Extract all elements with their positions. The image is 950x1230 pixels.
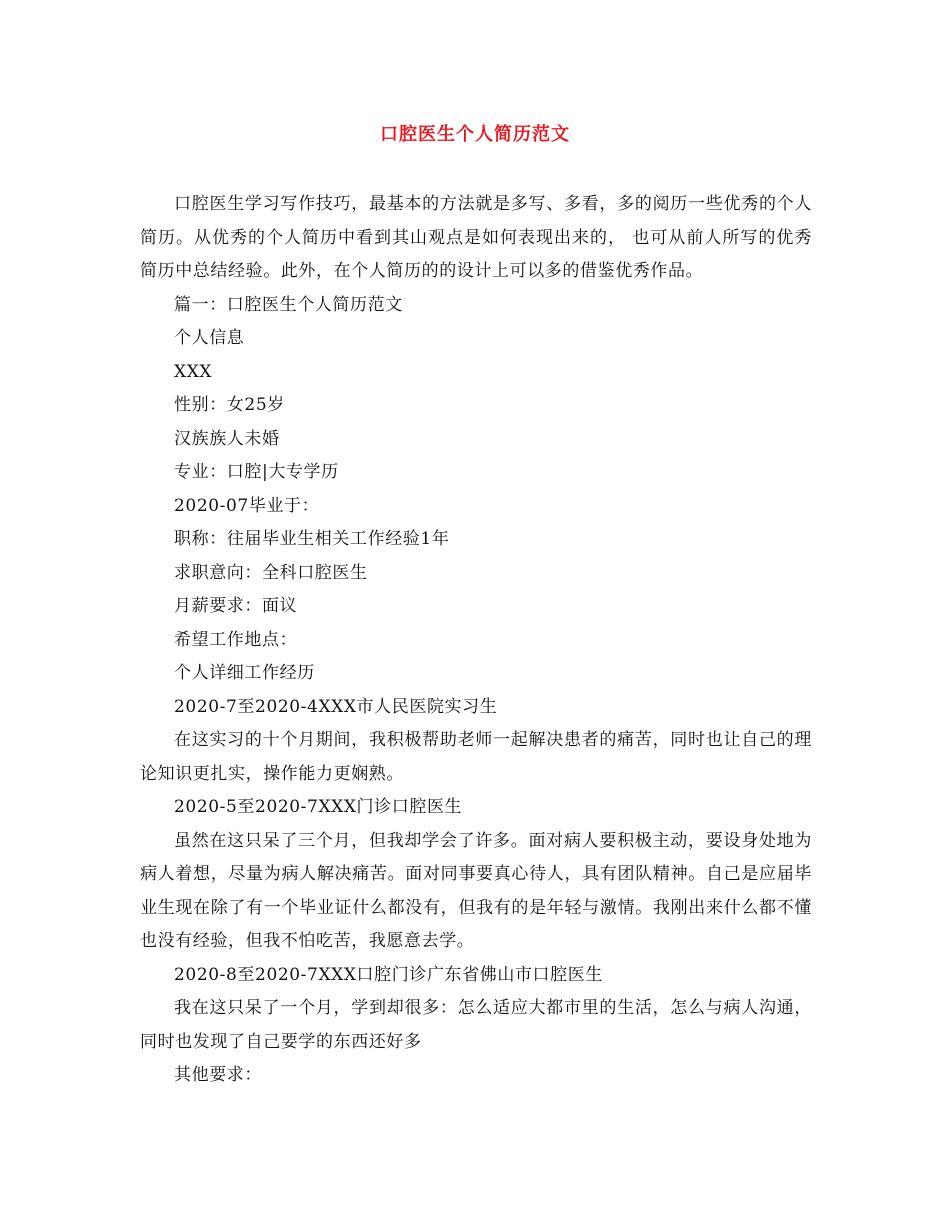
job-entry-2-header: 2020-5至2020-7XXX门诊口腔医生 (174, 797, 463, 817)
job-entry-2-description: 虽然在这只呆了三个月，但我却学会了许多。面对病人要积极主动，要设身处地为病人着想，尽量为病人解决痛苦。面对同事要真心待人，具有团队精神。自己是应届毕业生现在除了有一个毕业证什么都没有，但我有的是年轻与激情。我刚出来什么都不懂也没有经验，但我不怕吃苦，我愿意去学。 (140, 830, 812, 951)
document-body (140, 188, 812, 1093)
document-title: 口腔医生个人简历范文 (380, 124, 570, 145)
work-location-line: 希望工作地点： (174, 629, 298, 650)
job-intention-line: 求职意向：全科口腔医生 (174, 562, 368, 583)
gender-age-line: 性别：女25岁 (174, 395, 285, 415)
job-entry-1-description: 在这实习的十个月期间，我积极帮助老师一起解决患者的痛苦，同时也让自己的理论知识更扎实，操作能力更娴熟。 (140, 730, 812, 784)
ethnicity-marital-line: 汉族族人未婚 (174, 428, 280, 449)
salary-line: 月薪要求：面议 (174, 596, 298, 616)
graduation-line: 2020-07毕业于： (174, 495, 320, 516)
name-line: XXX (174, 361, 213, 382)
other-requirements-line: 其他要求： (174, 1065, 262, 1085)
personal-info-heading: 个人信息 (174, 328, 245, 348)
job-entry-3-header: 2020-8至2020-7XXX口腔门诊广东省佛山市口腔医生 (174, 964, 603, 985)
major-education-line: 专业：口腔|大专学历 (174, 462, 339, 482)
job-entry-1-header: 2020-7至2020-4XXX市人民医院实习生 (174, 696, 498, 717)
title-experience-line: 职称：往届毕业生相关工作经验1年 (174, 529, 450, 549)
work-history-heading: 个人详细工作经历 (174, 663, 315, 683)
job-entry-3-description: 我在这只呆了一个月，学到却很多：怎么适应大都市里的生活，怎么与病人沟通，同时也发现了自己要学的东西还好多 (140, 998, 812, 1052)
intro-paragraph: 口腔医生学习写作技巧，最基本的方法就是多写、多看，多的阅历一些优秀的个人简历。从优秀的个人简历中看到其山观点是如何表现出来的， 也可从前人所写的优秀简历中总结经验。此外，在个人简历的的设计上可以多的借鉴优秀作品。 (140, 194, 812, 281)
section-heading-resume-one: 篇一：口腔医生个人简历范文 (174, 294, 403, 315)
